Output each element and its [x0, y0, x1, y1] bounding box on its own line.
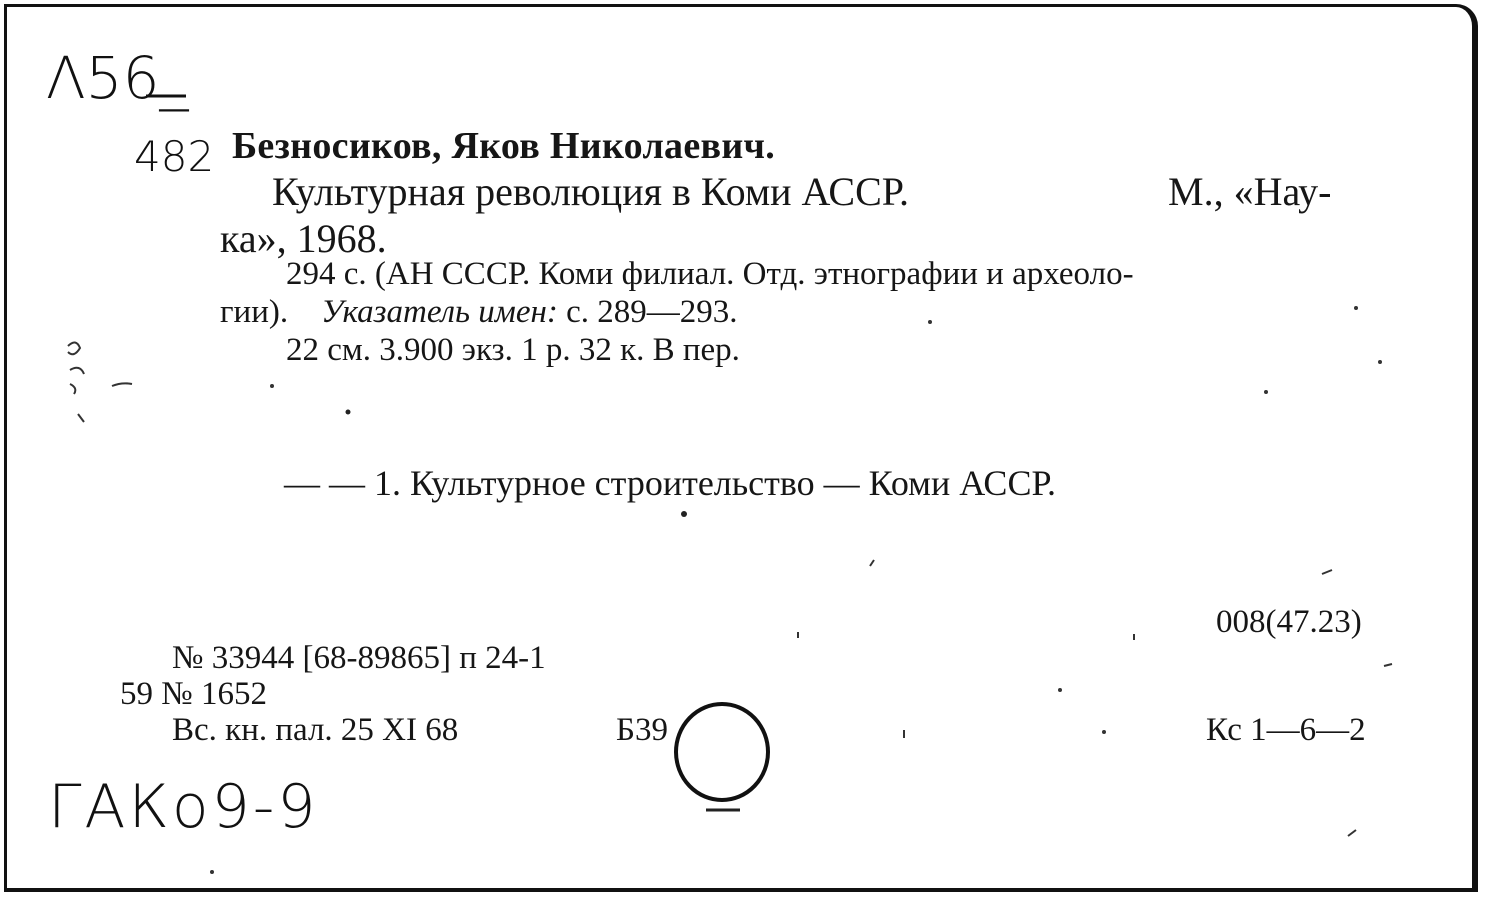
author-heading: Безносиков, Яков Николаевич. — [232, 125, 776, 167]
subject-heading: — — 1. Культурное строительство — Коми АССР. — [284, 463, 1056, 503]
book-chamber-date: Вс. кн. пал. 25 XI 68 — [172, 712, 459, 748]
order-number-line: № 33944 [68-89865] п 24-1 — [172, 640, 546, 676]
card-code: Б39 — [616, 712, 668, 748]
collation-index-label: Указатель имен: — [321, 294, 558, 330]
collation-series-end: гии). — [220, 294, 289, 330]
physical-description: 22 см. 3.900 экз. 1 р. 32 к. В пер. — [286, 332, 740, 368]
collation-line-1: 294 с. (АН СССР. Коми филиал. Отд. этнографии и археоло- — [286, 256, 1134, 292]
handwritten-author-code: 482 — [134, 132, 215, 181]
title-line-1: Культурная революция в Коми АССР. — [272, 169, 910, 214]
handwritten-archive-code: ГАКо9-9 — [48, 772, 319, 842]
udc-number: 008(47.23) — [1216, 604, 1362, 640]
title-line-2: ка», 1968. — [220, 216, 387, 261]
kc-number: Кс 1—6—2 — [1206, 712, 1366, 748]
publisher-line-1: М., «Нау- — [1168, 169, 1332, 214]
collation-line-2 — [220, 294, 738, 331]
order-number-line-2: 59 № 1652 — [120, 676, 267, 712]
collation-index-pages: с. 289—293. — [566, 294, 738, 330]
handwritten-shelf-code: Λ56_ — [46, 44, 189, 112]
